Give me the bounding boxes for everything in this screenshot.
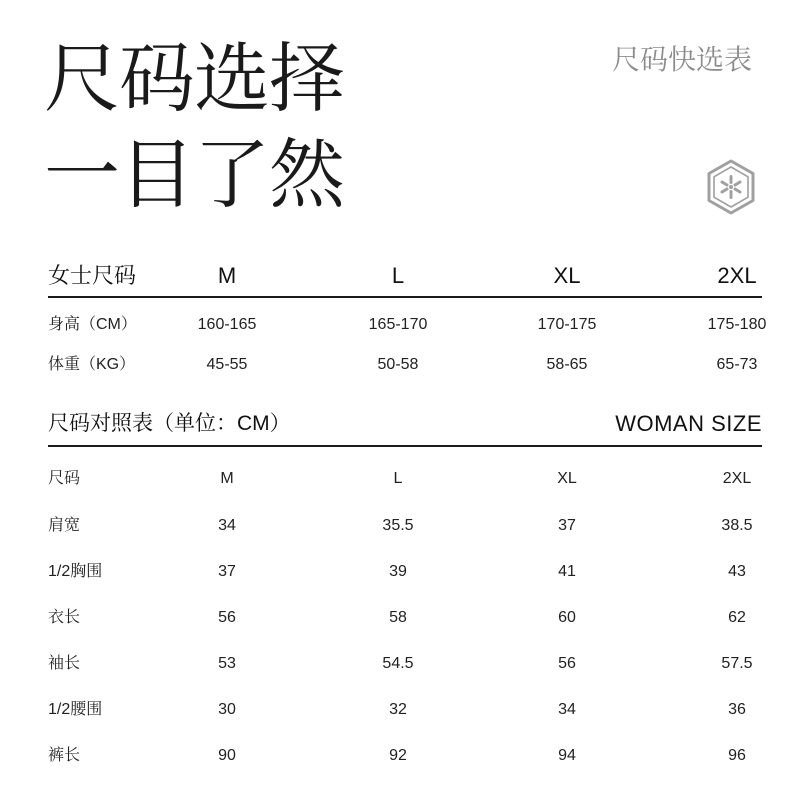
size-label-m: M bbox=[217, 263, 237, 288]
table-cell: 38.5 bbox=[721, 517, 753, 534]
quick-table-divider bbox=[48, 296, 762, 298]
quick-table-title: 女士尺码 bbox=[48, 263, 137, 288]
row-label: 裤长 bbox=[48, 747, 81, 764]
size-table-divider bbox=[48, 445, 762, 447]
size-label-l: L bbox=[391, 263, 405, 288]
headline-line-2: 一目了然 bbox=[44, 133, 344, 218]
table-cell: 45-55 bbox=[206, 356, 248, 373]
quick-select-label: 尺码快选表 bbox=[611, 44, 752, 75]
table-cell: 32 bbox=[389, 701, 407, 718]
size-label-m: M bbox=[220, 470, 234, 487]
table-row-half-waist bbox=[0, 695, 800, 725]
table-cell: 165-170 bbox=[368, 316, 428, 333]
quick-table-header-row bbox=[0, 258, 800, 294]
size-label-xl: XL bbox=[553, 263, 581, 288]
table-row-height bbox=[0, 310, 800, 340]
size-label-2xl: 2XL bbox=[722, 470, 752, 487]
table-cell: 37 bbox=[218, 563, 236, 580]
row-label: 肩宽 bbox=[48, 517, 81, 534]
table-cell: 41 bbox=[558, 563, 576, 580]
table-cell: 54.5 bbox=[382, 655, 414, 672]
table-cell: 170-175 bbox=[537, 316, 597, 333]
table-cell: 39 bbox=[389, 563, 407, 580]
row-label: 身高（CM） bbox=[48, 316, 137, 333]
table-cell: 37 bbox=[558, 517, 576, 534]
headline bbox=[44, 32, 344, 224]
row-label: 体重（KG） bbox=[48, 356, 136, 373]
table-cell: 50-58 bbox=[377, 356, 419, 373]
table-cell: 90 bbox=[218, 747, 236, 764]
table-row-sleeve bbox=[0, 649, 800, 679]
row-label: 衣长 bbox=[48, 609, 81, 626]
table-cell: 175-180 bbox=[707, 316, 767, 333]
table-row-shoulder bbox=[0, 511, 800, 541]
table-cell: 43 bbox=[728, 563, 746, 580]
table-cell: 35.5 bbox=[382, 517, 414, 534]
table-cell: 53 bbox=[218, 655, 236, 672]
woman-size-label: WOMAN SIZE bbox=[615, 411, 762, 436]
table-cell: 56 bbox=[558, 655, 576, 672]
table-cell: 58-65 bbox=[546, 356, 588, 373]
table-row-pants-length bbox=[0, 741, 800, 771]
size-label-2xl: 2XL bbox=[717, 263, 757, 288]
size-table-title-row bbox=[0, 406, 800, 442]
table-cell: 34 bbox=[218, 517, 236, 534]
table-cell: 65-73 bbox=[716, 356, 758, 373]
row-label: 1/2腰围 bbox=[48, 701, 103, 718]
table-cell: 60 bbox=[558, 609, 576, 626]
size-table-title: 尺码对照表（单位：CM） bbox=[48, 412, 291, 435]
row-label: 袖长 bbox=[48, 655, 81, 672]
table-row-length bbox=[0, 603, 800, 633]
table-row-weight bbox=[0, 350, 800, 380]
table-cell: 34 bbox=[558, 701, 576, 718]
table-cell: 160-165 bbox=[197, 316, 257, 333]
table-cell: 36 bbox=[728, 701, 746, 718]
table-cell: 58 bbox=[389, 609, 407, 626]
table-cell: 94 bbox=[558, 747, 576, 764]
table-cell: 96 bbox=[728, 747, 746, 764]
size-label-xl: XL bbox=[557, 470, 577, 487]
table-cell: 30 bbox=[218, 701, 236, 718]
table-cell: 62 bbox=[728, 609, 746, 626]
table-cell: 92 bbox=[389, 747, 407, 764]
size-table-header-row bbox=[0, 464, 800, 494]
table-cell: 57.5 bbox=[721, 655, 753, 672]
row-label: 尺码 bbox=[48, 470, 81, 487]
table-row-half-chest bbox=[0, 557, 800, 587]
row-label: 1/2胸围 bbox=[48, 563, 103, 580]
table-cell: 56 bbox=[218, 609, 236, 626]
size-label-l: L bbox=[393, 470, 403, 487]
hexagon-asterisk-icon bbox=[705, 159, 757, 215]
headline-line-1: 尺码选择 bbox=[44, 37, 344, 122]
